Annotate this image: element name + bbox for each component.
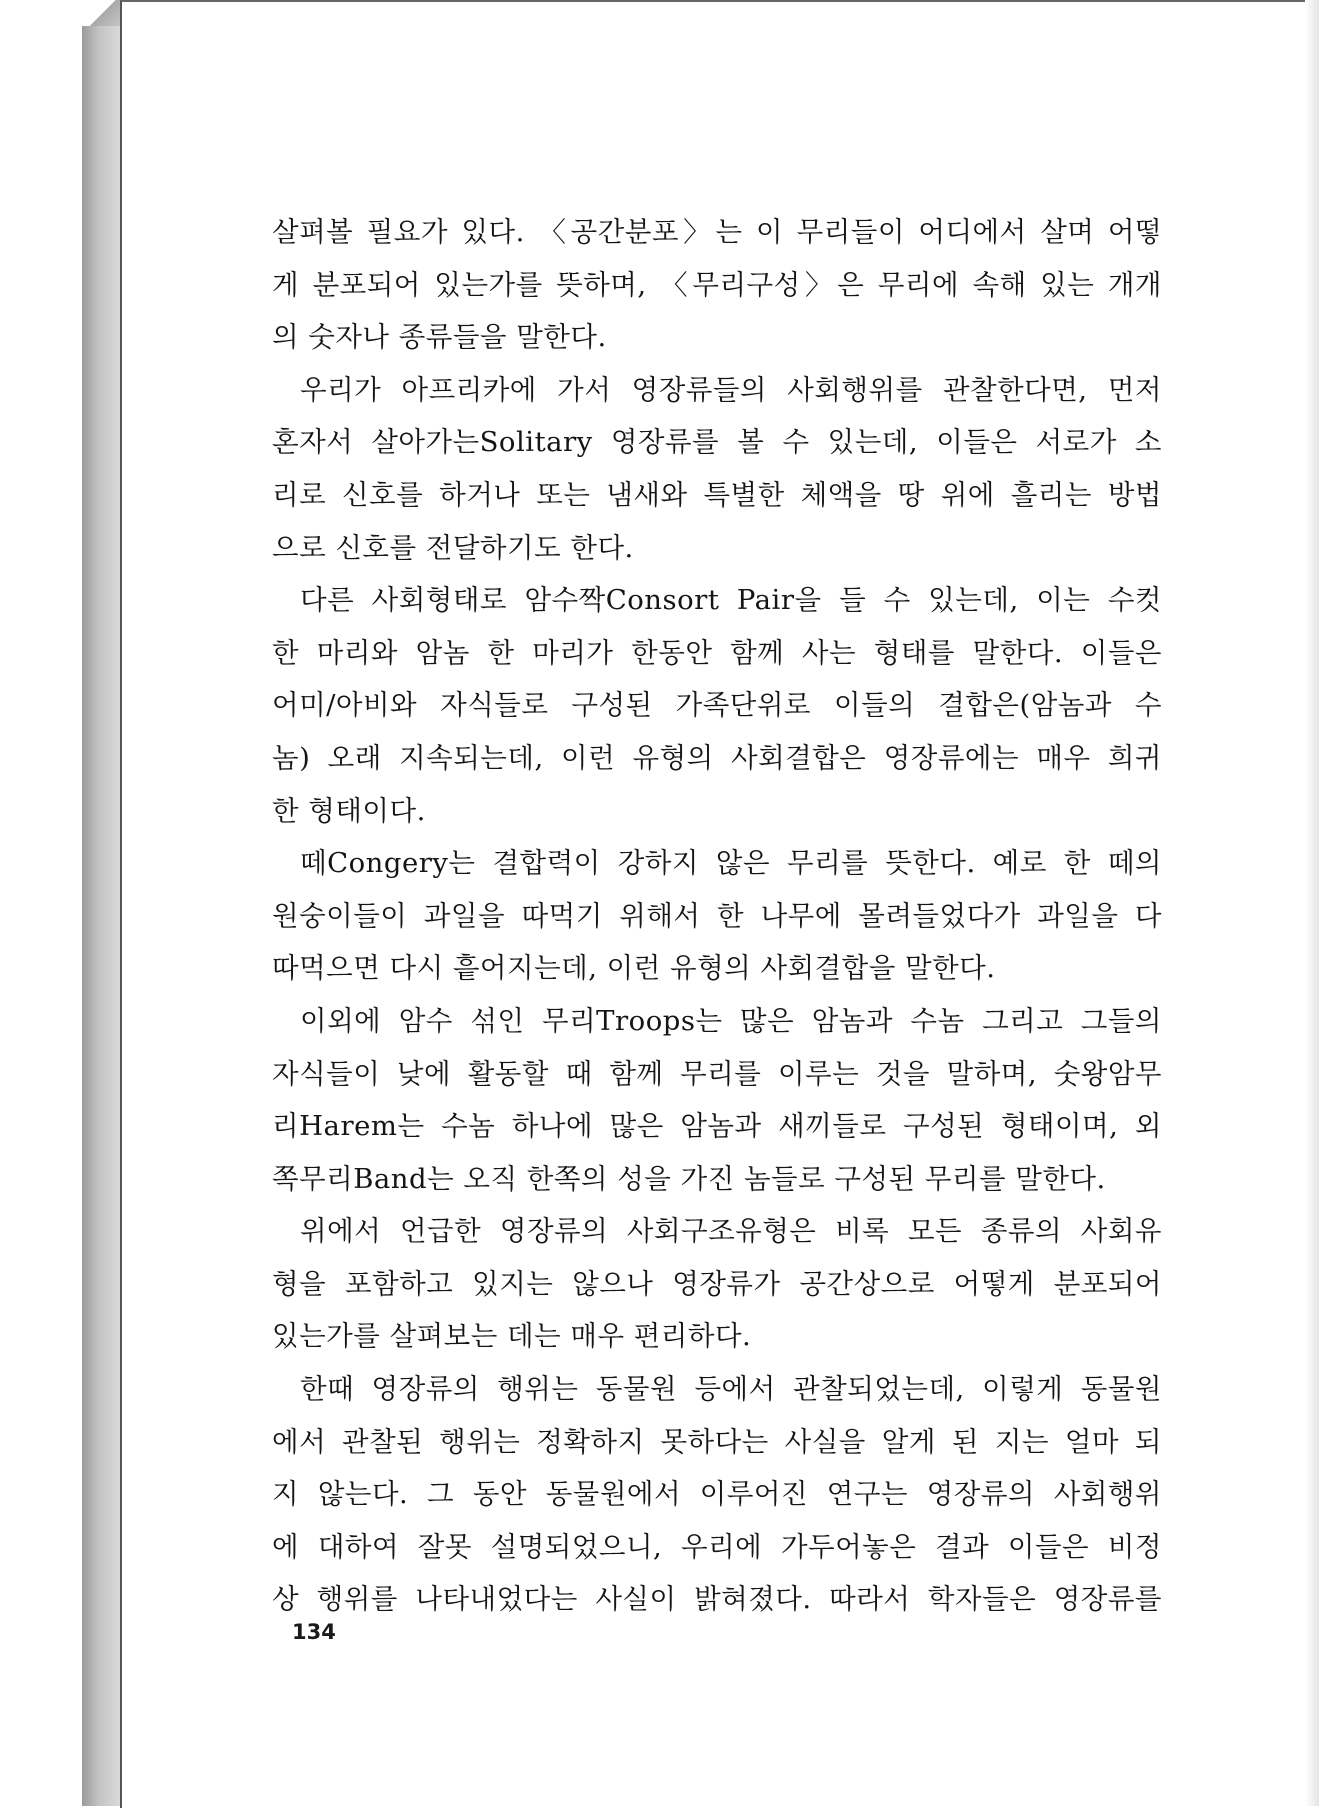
text-line: 따먹으면 다시 흩어지는데, 이런 유형의 사회결합을 말한다. (272, 952, 996, 985)
page-number: 134 (292, 1620, 336, 1644)
body-text (272, 206, 1162, 1626)
text-line: 어미/아비와 자식들로 구성된 가족단위로 이들의 결합은(암놈과 수 (272, 689, 1162, 722)
text-line: 지 않는다. 그 동안 동물원에서 이루어진 연구는 영장류의 사회행위 (272, 1478, 1162, 1511)
paragraph (272, 1205, 1162, 1363)
text-line: 한 형태이다. (272, 794, 426, 827)
paragraph (272, 995, 1162, 1205)
text-line: 위에서 언급한 영장류의 사회구조유형은 비록 모든 종류의 사회유 (300, 1215, 1162, 1248)
paragraph (272, 364, 1162, 574)
text-line: 다른 사회형태로 암수짝Consort Pair을 들 수 있는데, 이는 수컷 (300, 584, 1162, 617)
text-line: 놈) 오래 지속되는데, 이런 유형의 사회결합은 영장류에는 매우 희귀 (272, 741, 1162, 774)
text-line: 게 분포되어 있는가를 뜻하며, 〈무리구성〉은 무리에 속해 있는 개개 (272, 268, 1162, 301)
paragraph (272, 574, 1162, 837)
text-line: 있는가를 살펴보는 데는 매우 편리하다. (272, 1320, 752, 1353)
text-line: 떼Congery는 결합력이 강하지 않은 무리를 뜻한다. 예로 한 떼의 (300, 847, 1162, 880)
text-line: 에 대하여 잘못 설명되었으니, 우리에 가두어놓은 결과 이들은 비정 (272, 1530, 1162, 1563)
text-line: 원숭이들이 과일을 따먹기 위해서 한 나무에 몰려들었다가 과일을 다 (272, 899, 1162, 932)
text-line: 한 마리와 암놈 한 마리가 한동안 함께 사는 형태를 말한다. 이들은 (272, 636, 1162, 669)
paragraph (272, 837, 1162, 995)
text-line: 우리가 아프리카에 가서 영장류들의 사회행위를 관찰한다면, 먼저 (300, 373, 1162, 406)
text-line: 에서 관찰된 행위는 정확하지 못하다는 사실을 알게 된 지는 얼마 되 (272, 1425, 1162, 1458)
text-line: 자식들이 낮에 활동할 때 함께 무리를 이루는 것을 말하며, 숫왕암무 (272, 1057, 1162, 1090)
text-line: 형을 포함하고 있지는 않으나 영장류가 공간상으로 어떻게 분포되어 (272, 1267, 1162, 1300)
text-line: 상 행위를 나타내었다는 사실이 밝혀졌다. 따라서 학자들은 영장류를 (272, 1583, 1162, 1616)
text-line: 쪽무리Band는 오직 한쪽의 성을 가진 놈들로 구성된 무리를 말한다. (272, 1162, 1106, 1195)
book-spine-corner (82, 0, 122, 26)
text-line: 혼자서 살아가는Solitary 영장류를 볼 수 있는데, 이들은 서로가 소 (272, 426, 1162, 459)
text-line: 이외에 암수 섞인 무리Troops는 많은 암놈과 수놈 그리고 그들의 (300, 1004, 1162, 1037)
paragraph (272, 1363, 1162, 1626)
text-line: 으로 신호를 전달하기도 한다. (272, 531, 634, 564)
text-line: 살펴볼 필요가 있다. 〈공간분포〉는 이 무리들이 어디에서 살며 어떻 (272, 216, 1162, 248)
book-spine (82, 0, 120, 1806)
text-line: 의 숫자나 종류들을 말한다. (272, 321, 607, 354)
paragraph (272, 206, 1162, 364)
text-line: 한때 영장류의 행위는 동물원 등에서 관찰되었는데, 이렇게 동물원 (300, 1373, 1162, 1406)
text-line: 리로 신호를 하거나 또는 냄새와 특별한 체액을 땅 위에 흘리는 방법 (272, 478, 1162, 511)
page-edge-shadow (1305, 0, 1319, 1806)
text-line: 리Harem는 수놈 하나에 많은 암놈과 새끼들로 구성된 형태이며, 외 (272, 1110, 1162, 1143)
